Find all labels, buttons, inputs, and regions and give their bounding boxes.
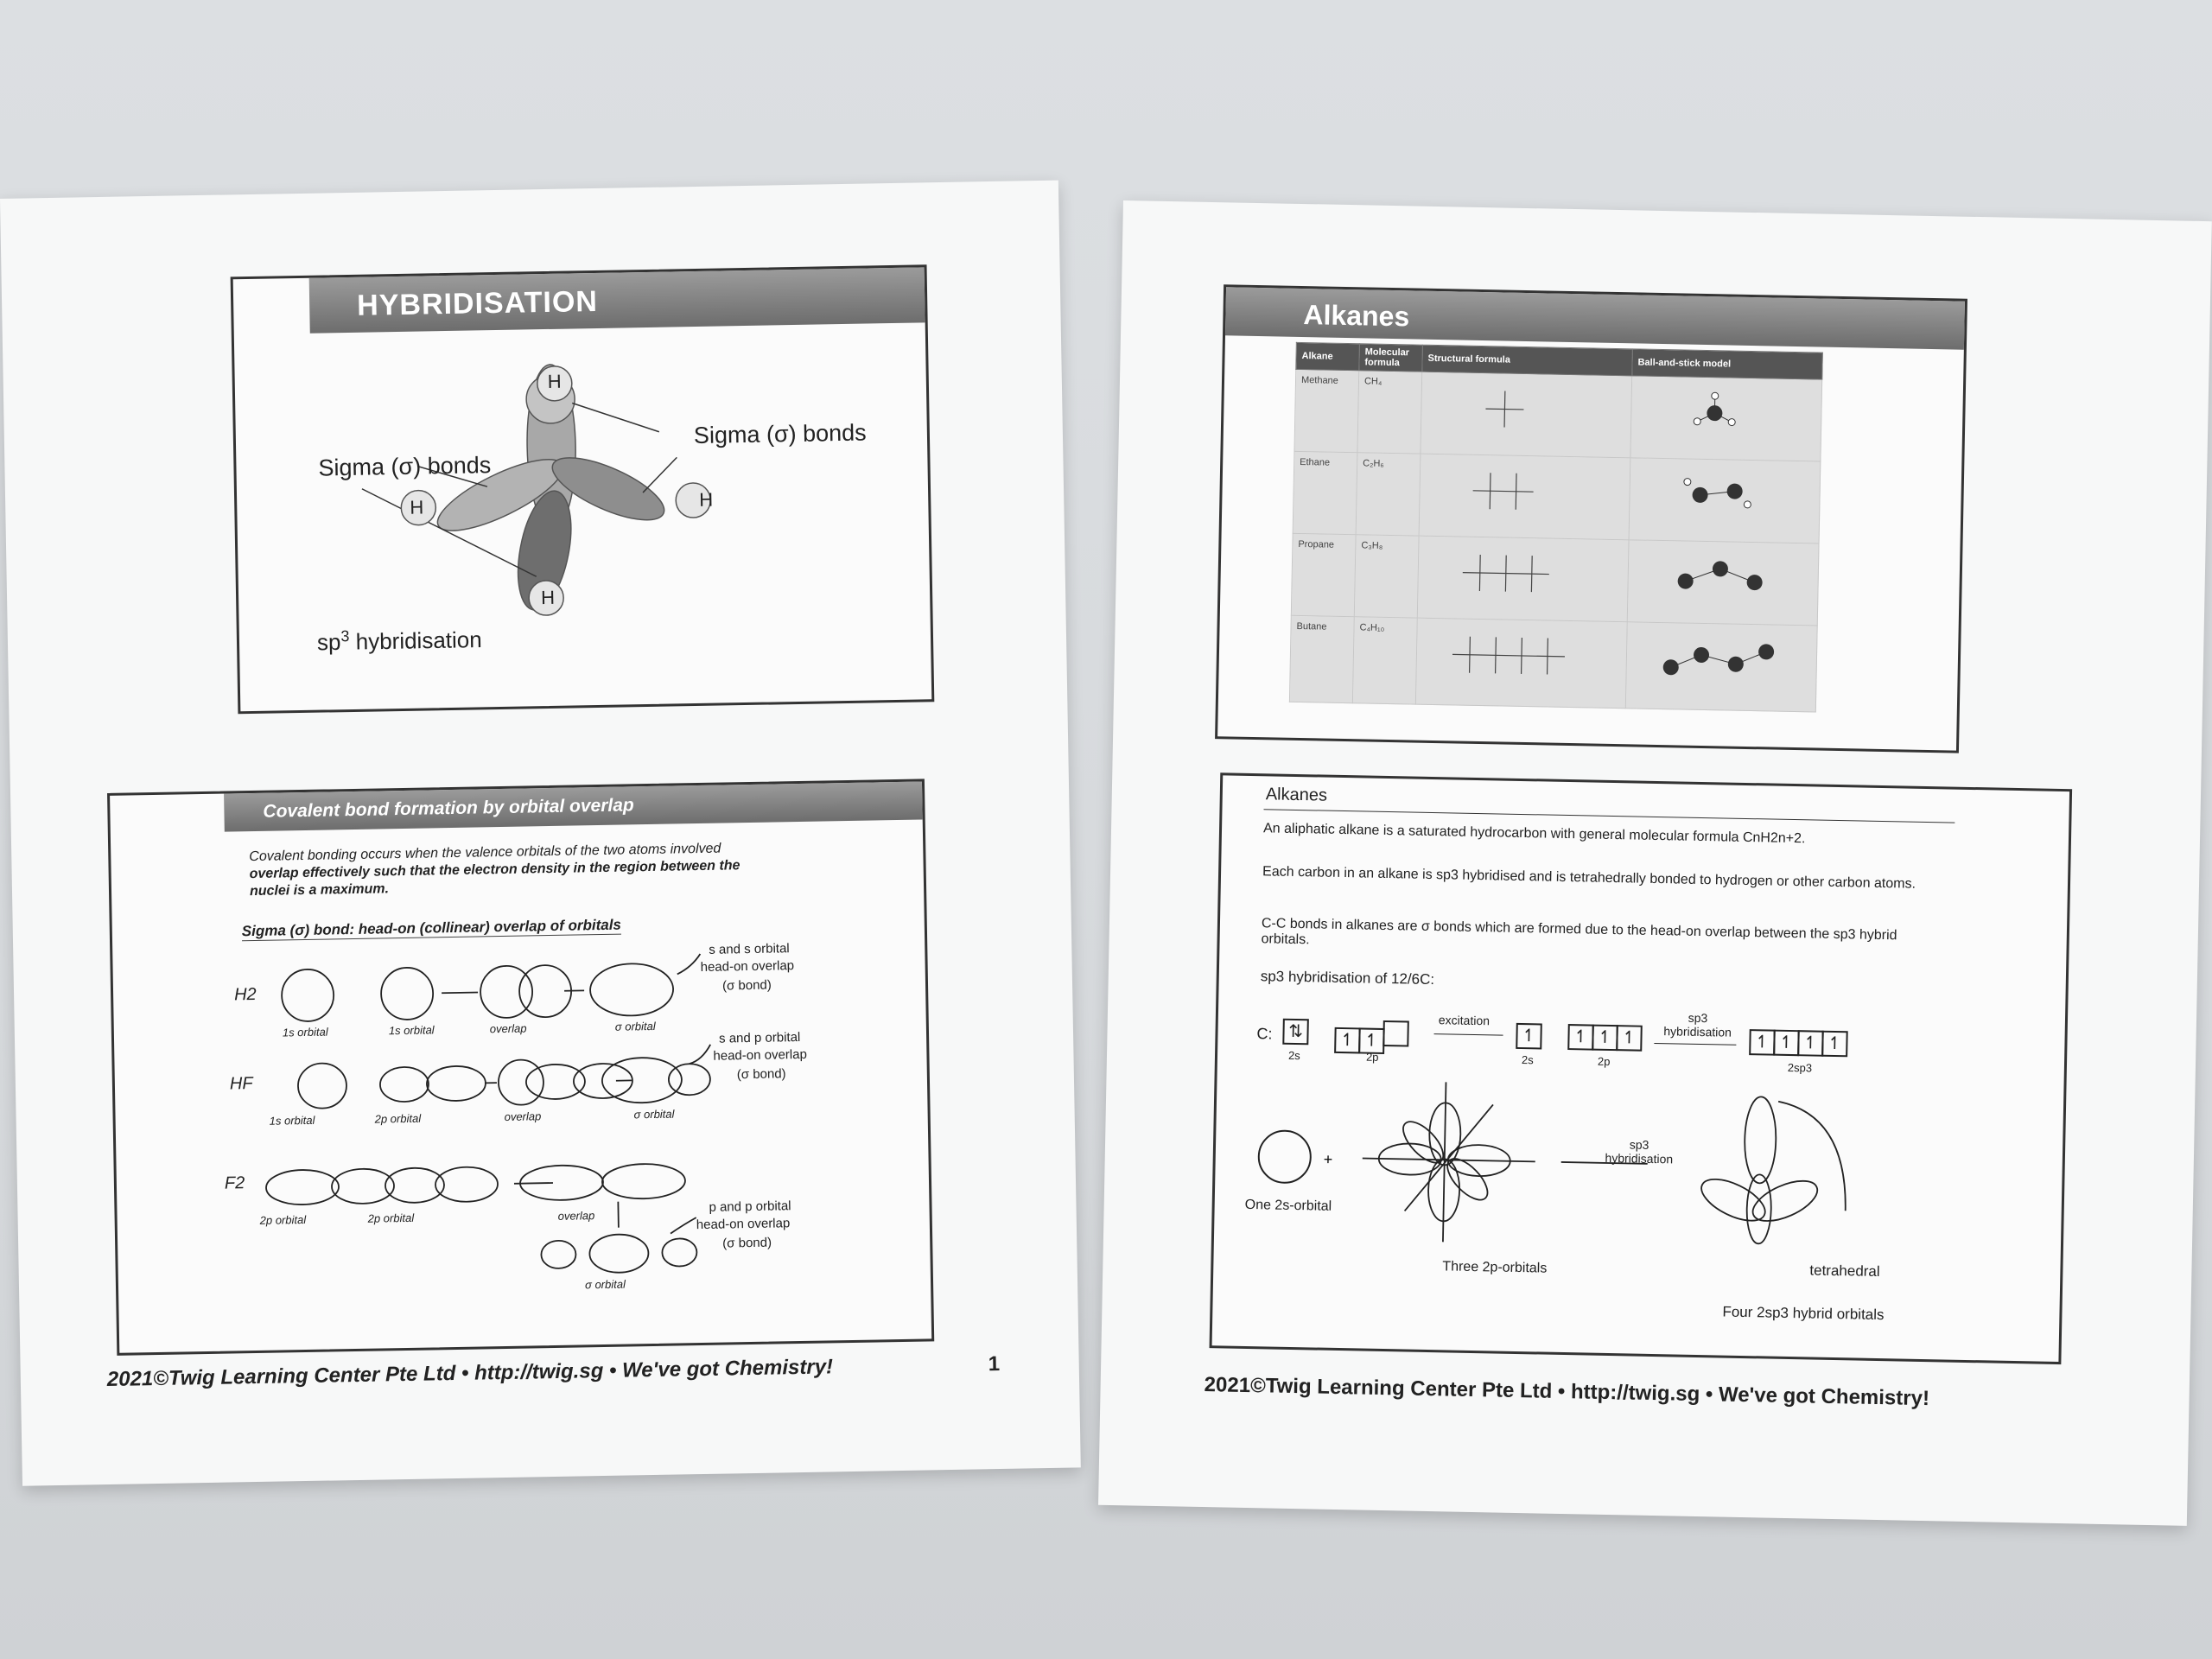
col-ball-stick: Ball-and-stick model [1632,349,1823,379]
intro-line-2: overlap effectively such that the electron density in the region between the [249,858,741,882]
hybrid-boxes: ↿ ↿ ↿ ↿ [1749,1029,1847,1057]
excitation-label: excitation [1438,1013,1491,1028]
right-footer: 2021©Twig Learning Center Pte Ltd • http://twig.sg • We've got Chemistry! [1204,1373,1930,1411]
alkanes-banner [1225,287,1965,349]
hybridisation-label: sp3 hybridisation [1663,1010,1732,1039]
col-alkane: Alkane [1296,342,1360,370]
hf-note-1: s and p orbital [718,1029,801,1046]
hf-note-2: head-on overlap [713,1046,807,1064]
para-2: Each carbon in an alkane is sp3 hybridised and is tetrahedrally bonded to hydrogen or other carbon atoms. [1262,864,1916,892]
ball-stick-model [1630,376,1822,461]
four-hybrid-label: Four 2sp3 hybrid orbitals [1722,1303,1885,1324]
excitation-arrow [1434,1033,1503,1036]
alkane-formula: C₃H₈ [1354,535,1419,618]
atom-h-right: H [698,488,714,511]
orbital-shapes-diagram [1212,1069,2064,1344]
three-2p-label: Three 2p-orbitals [1442,1259,1548,1276]
alkane-name: Methane [1294,369,1359,452]
intro-line-1: Covalent bonding occurs when the valence orbitals of the two atoms involved [249,841,721,865]
sigma-label-left: Sigma (σ) bonds [318,452,492,481]
alkanes-table [1289,342,1823,713]
left-footer: 2021©Twig Learning Center Pte Ltd • http://twig.sg • We've got Chemistry! [106,1355,834,1392]
f2-label-4: σ orbital [584,1277,626,1292]
atom-h-top: H [547,370,562,392]
alkanes-text-slide [1210,772,2073,1364]
right-sheet [1098,200,2212,1526]
excited-2p-boxes: ↿ ↿ ↿ [1567,1024,1641,1052]
table-row [1289,615,1817,712]
f2-note-1: p and p orbital [709,1198,791,1215]
h2-note-1: s and s orbital [709,941,790,957]
structural-formula [1417,536,1629,622]
alkane-formula: CH₄ [1357,371,1422,454]
alkane-formula: C₂H₆ [1356,453,1421,536]
structural-formula [1419,454,1630,540]
para-4: sp3 hybridisation of 12/6C: [1260,968,1435,988]
ground-2p-boxes: ↿ ↿ [1334,1020,1408,1055]
tetrahedral-label: tetrahedral [1809,1262,1880,1281]
alkane-name: Ethane [1293,451,1357,534]
sigma-label-right: Sigma (σ) bonds [693,419,867,449]
sigma-subheading: Sigma (σ) bond: head-on (collinear) overlap of orbitals [241,916,622,940]
h2-note-3: (σ bond) [721,977,772,994]
sp3-caption: $sp^3$ hybridisation [316,626,482,656]
mol-hf: HF [229,1074,253,1094]
hf-label-1: 1s orbital [269,1113,315,1128]
label-2p-a: 2p [1365,1050,1379,1064]
hf-label-4: σ orbital [633,1107,675,1122]
table-row [1294,369,1822,461]
atom-h-left: H [410,496,424,518]
h2-label-4: σ orbital [614,1019,656,1033]
excited-2s-box: ↿ [1516,1023,1541,1050]
label-2p-b: 2p [1597,1054,1611,1068]
hf-label-2: 2p orbital [374,1111,422,1126]
atom-h-bottom: H [540,586,556,609]
table-row [1291,533,1819,626]
f2-note-2: head-on overlap [696,1216,791,1233]
orbital-overlap-title: Covalent bond formation by orbital overlap [263,795,634,822]
hf-note-3: (σ bond) [736,1066,786,1083]
label-2s-b: 2s [1521,1053,1534,1067]
mol-h2: H2 [233,984,257,1005]
orbital-overlap-slide [107,779,934,1355]
h2-label-1: 1s orbital [282,1025,328,1039]
f2-label-3: overlap [557,1209,595,1223]
para-3: C-C bonds in alkanes are σ bonds which are formed due to the head-on overlap between the sp3 hybrid orbitals. [1261,916,1897,948]
orbital-overlap-banner [224,781,923,831]
h2-label-3: overlap [489,1021,527,1036]
alkanes-text-title: Alkanes [1265,785,1328,805]
svg-text:+: + [1323,1150,1333,1168]
alkane-name: Propane [1291,533,1356,616]
ball-stick-model [1627,540,1819,626]
structural-formula [1421,372,1632,458]
label-2s-a: 2s [1287,1048,1300,1063]
label-2sp3: 2sp3 [1787,1060,1813,1075]
ground-2s-box: ⇅ [1282,1019,1307,1046]
hybridisation-title: HYBRIDISATION [356,284,599,322]
h2-label-2: 1s orbital [388,1023,435,1038]
hybridisation-arrow [1654,1043,1736,1046]
table-row [1293,451,1821,543]
title-underline [1263,809,1955,823]
intro-line-3: nuclei is a maximum. [249,881,390,899]
left-sheet [0,181,1081,1486]
structural-formula [1415,618,1627,709]
alkane-name: Butane [1289,615,1354,702]
f2-label-2: 2p orbital [367,1211,415,1225]
hf-label-3: overlap [504,1109,542,1123]
mol-f2: F2 [224,1173,245,1193]
sp3-hyb-label: sp3 hybridisation [1605,1137,1674,1166]
f2-label-1: 2p orbital [259,1213,307,1227]
alkanes-title: Alkanes [1303,299,1410,333]
para-1: An aliphatic alkane is a saturated hydrocarbon with general molecular formula CnH2n+2. [1262,821,1806,847]
hybridisation-slide [231,264,935,714]
h2-note-2: head-on overlap [700,958,795,975]
h2-overlap-diagram [251,946,913,1303]
ball-stick-model [1625,622,1817,712]
c-label: C: [1256,1025,1273,1043]
alkanes-table-slide [1215,284,1967,753]
page-number: 1 [988,1352,1001,1376]
col-structural: Structural formula [1422,345,1633,376]
f2-note-3: (σ bond) [722,1235,772,1251]
ball-stick-model [1629,458,1821,543]
one-2s-label: One 2s-orbital [1244,1197,1332,1214]
col-formula: Molecular formula [1359,344,1423,372]
alkane-formula: C₄H₁₀ [1352,617,1417,704]
